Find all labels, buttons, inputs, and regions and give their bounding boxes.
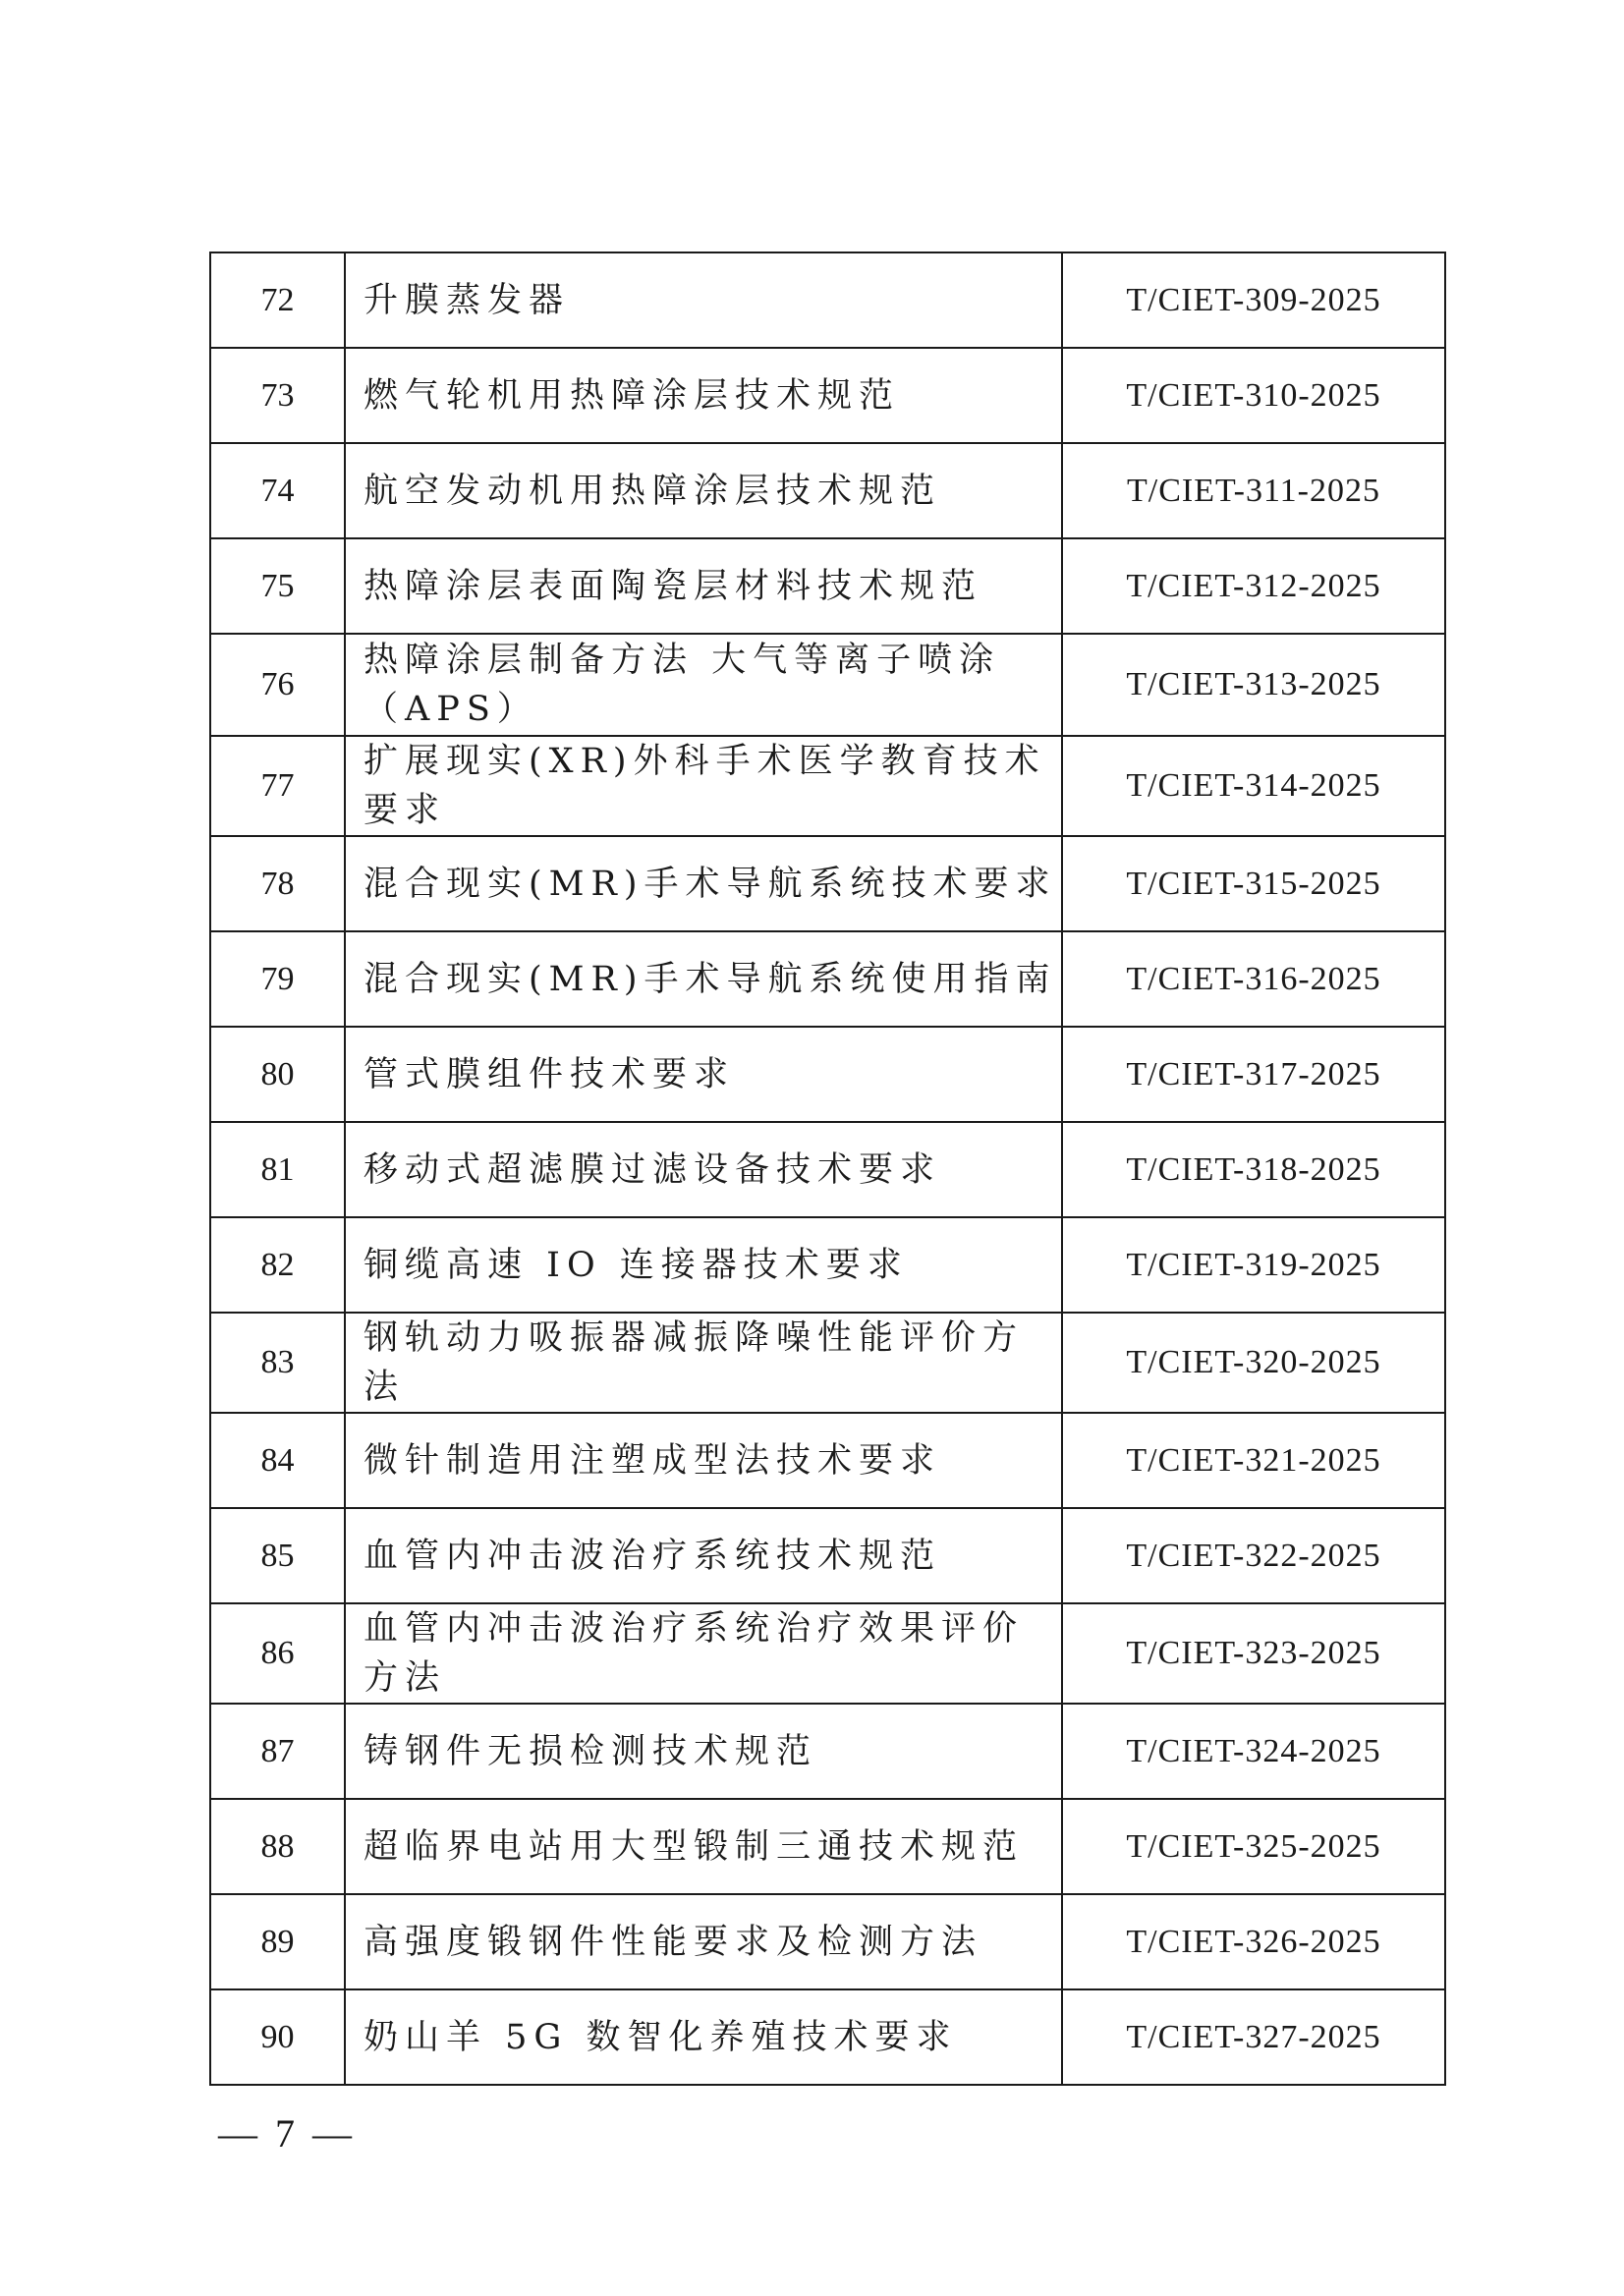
- standard-code: T/CIET-318-2025: [1062, 1122, 1445, 1217]
- standard-name: 混合现实(MR)手术导航系统技术要求: [345, 836, 1062, 931]
- row-number: 88: [210, 1799, 345, 1894]
- row-number: 86: [210, 1603, 345, 1704]
- table-row: [210, 252, 1445, 348]
- row-number: 73: [210, 348, 345, 443]
- standard-code: T/CIET-312-2025: [1062, 538, 1445, 634]
- table-row: [210, 1217, 1445, 1313]
- row-number: 74: [210, 443, 345, 538]
- standard-name: 钢轨动力吸振器减振降噪性能评价方法: [345, 1313, 1062, 1413]
- row-number: 79: [210, 931, 345, 1027]
- standard-name: 燃气轮机用热障涂层技术规范: [345, 348, 1062, 443]
- table-row: [210, 1027, 1445, 1122]
- table-row: [210, 1894, 1445, 1989]
- standard-name: 升膜蒸发器: [345, 252, 1062, 348]
- standard-name: 热障涂层表面陶瓷层材料技术规范: [345, 538, 1062, 634]
- standard-code: T/CIET-316-2025: [1062, 931, 1445, 1027]
- standard-name: 铸钢件无损检测技术规范: [345, 1704, 1062, 1799]
- standard-name: 管式膜组件技术要求: [345, 1027, 1062, 1122]
- row-number: 80: [210, 1027, 345, 1122]
- row-number: 81: [210, 1122, 345, 1217]
- row-number: 89: [210, 1894, 345, 1989]
- table-row: [210, 1704, 1445, 1799]
- row-number: 85: [210, 1508, 345, 1603]
- row-number: 83: [210, 1313, 345, 1413]
- table-row: [210, 1603, 1445, 1704]
- standard-name: 扩展现实(XR)外科手术医学教育技术要求: [345, 736, 1062, 836]
- table-row: [210, 1313, 1445, 1413]
- standard-name: 奶山羊 5G 数智化养殖技术要求: [345, 1989, 1062, 2085]
- standard-code: T/CIET-326-2025: [1062, 1894, 1445, 1989]
- standard-name: 血管内冲击波治疗系统技术规范: [345, 1508, 1062, 1603]
- row-number: 76: [210, 634, 345, 736]
- standard-code: T/CIET-309-2025: [1062, 252, 1445, 348]
- standards-table: [209, 252, 1446, 2086]
- standard-name: 超临界电站用大型锻制三通技术规范: [345, 1799, 1062, 1894]
- standard-code: T/CIET-319-2025: [1062, 1217, 1445, 1313]
- table-row: [210, 1799, 1445, 1894]
- table-row: [210, 443, 1445, 538]
- table-row: [210, 348, 1445, 443]
- table-row: [210, 836, 1445, 931]
- standard-name: 微针制造用注塑成型法技术要求: [345, 1413, 1062, 1508]
- standard-name: 混合现实(MR)手术导航系统使用指南: [345, 931, 1062, 1027]
- standard-code: T/CIET-324-2025: [1062, 1704, 1445, 1799]
- row-number: 77: [210, 736, 345, 836]
- standards-table-body: [210, 252, 1445, 2085]
- row-number: 87: [210, 1704, 345, 1799]
- table-row: [210, 1989, 1445, 2085]
- row-number: 72: [210, 252, 345, 348]
- standard-code: T/CIET-313-2025: [1062, 634, 1445, 736]
- standard-name: 航空发动机用热障涂层技术规范: [345, 443, 1062, 538]
- table-row: [210, 931, 1445, 1027]
- standard-code: T/CIET-323-2025: [1062, 1603, 1445, 1704]
- standard-code: T/CIET-320-2025: [1062, 1313, 1445, 1413]
- row-number: 90: [210, 1989, 345, 2085]
- table-row: [210, 1413, 1445, 1508]
- table-row: [210, 1508, 1445, 1603]
- standard-name: 高强度锻钢件性能要求及检测方法: [345, 1894, 1062, 1989]
- standard-code: T/CIET-321-2025: [1062, 1413, 1445, 1508]
- standard-code: T/CIET-310-2025: [1062, 348, 1445, 443]
- standard-name: 热障涂层制备方法 大气等离子喷涂（APS）: [345, 634, 1062, 736]
- table-row: [210, 1122, 1445, 1217]
- standard-code: T/CIET-314-2025: [1062, 736, 1445, 836]
- page-number: — 7 —: [218, 2111, 356, 2156]
- row-number: 75: [210, 538, 345, 634]
- table-row: [210, 538, 1445, 634]
- table-row: [210, 736, 1445, 836]
- standard-code: T/CIET-311-2025: [1062, 443, 1445, 538]
- standard-code: T/CIET-325-2025: [1062, 1799, 1445, 1894]
- table-row: [210, 634, 1445, 736]
- standard-code: T/CIET-327-2025: [1062, 1989, 1445, 2085]
- standard-code: T/CIET-315-2025: [1062, 836, 1445, 931]
- standard-name: 血管内冲击波治疗系统治疗效果评价方法: [345, 1603, 1062, 1704]
- standard-name: 移动式超滤膜过滤设备技术要求: [345, 1122, 1062, 1217]
- row-number: 78: [210, 836, 345, 931]
- standard-code: T/CIET-322-2025: [1062, 1508, 1445, 1603]
- row-number: 84: [210, 1413, 345, 1508]
- standard-code: T/CIET-317-2025: [1062, 1027, 1445, 1122]
- row-number: 82: [210, 1217, 345, 1313]
- standard-name: 铜缆高速 IO 连接器技术要求: [345, 1217, 1062, 1313]
